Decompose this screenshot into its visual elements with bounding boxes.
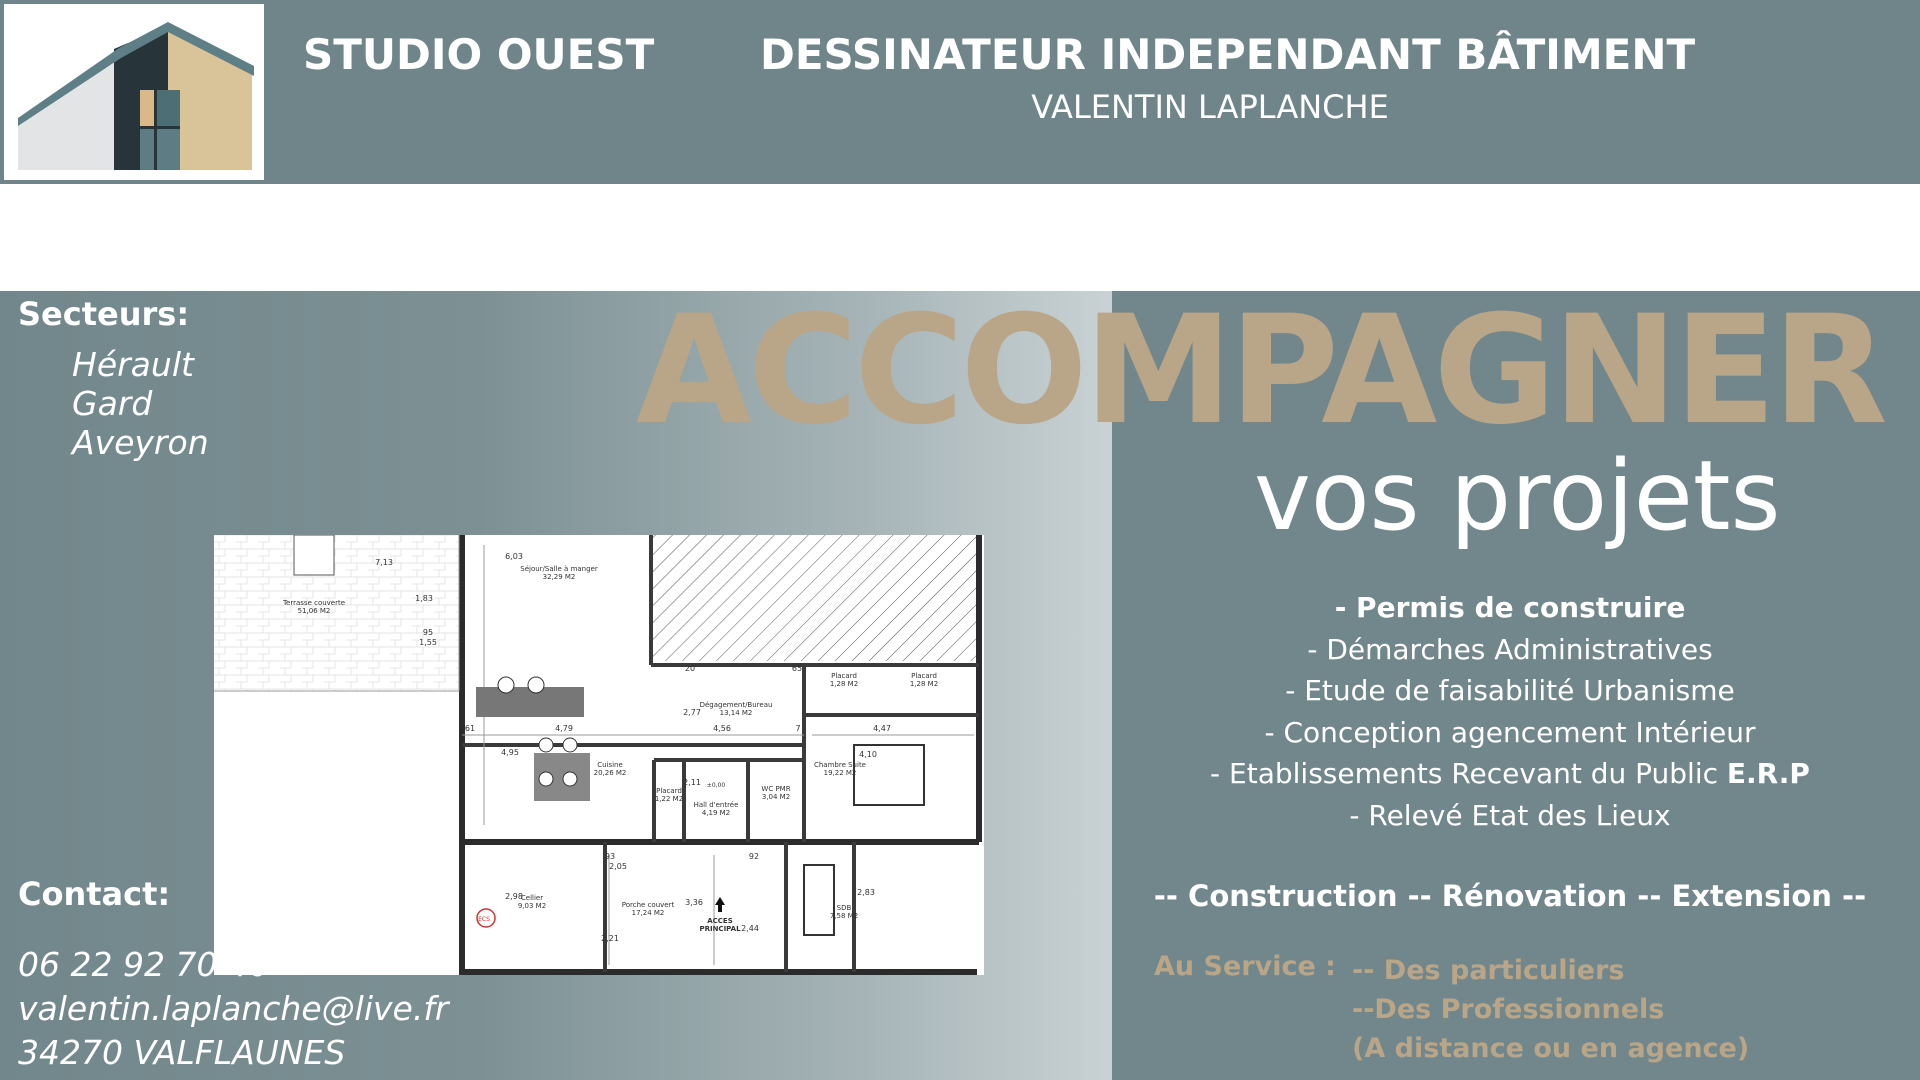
- room-area: 7,58 M2: [829, 912, 859, 920]
- room-area: 9,03 M2: [517, 902, 547, 910]
- room-label: WC PMR: [761, 785, 791, 793]
- service-item: - Conception agencement Intérieur: [1264, 715, 1756, 749]
- service-item-erp: [1150, 753, 1870, 795]
- brand-name: STUDIO OUEST: [303, 30, 655, 79]
- sector-item: Gard: [72, 384, 153, 423]
- service-item: - Permis de construire: [1334, 591, 1686, 624]
- logo: [4, 4, 264, 180]
- dimension-label: 4,56: [713, 724, 731, 733]
- dimension-label: 95: [422, 628, 434, 637]
- service-item-erp-text: - Etablissements Recevant du Public: [1210, 757, 1727, 790]
- contact-address: 34270 VALFLAUNES: [18, 1033, 346, 1072]
- room-label: Séjour/Salle à manger: [520, 565, 598, 573]
- dimension-label: 7: [795, 724, 801, 733]
- dimension-label: 1,55: [419, 638, 437, 647]
- room-label: Cellier: [520, 894, 544, 902]
- dimension-label: 2,44: [741, 924, 759, 933]
- sector-item: Hérault: [72, 345, 194, 384]
- dimension-label: 2,11: [683, 778, 701, 787]
- headline-sub: vos projets: [1254, 440, 1781, 552]
- sector-item: Aveyron: [72, 423, 209, 462]
- house-logo-icon: [4, 4, 264, 180]
- room-area: 17,24 M2: [631, 909, 665, 917]
- contact-title: Contact:: [18, 875, 171, 913]
- dimension-label: 4,47: [873, 724, 891, 733]
- person-name: VALENTIN LAPLANCHE: [1031, 88, 1389, 126]
- dimension-label: 20: [684, 664, 696, 673]
- main-panel: [0, 284, 1920, 1080]
- dimension-label: 6,03: [505, 552, 523, 561]
- room-label: 32,29 M2: [542, 573, 576, 581]
- dimension-label: 61: [464, 724, 476, 733]
- room-area: 3,04 M2: [761, 793, 791, 801]
- room-area: 1,28 M2: [909, 680, 939, 688]
- job-title: DESSINATEUR INDEPENDANT BÂTIMENT: [760, 30, 1696, 79]
- room-label: Placard: [656, 787, 682, 795]
- level-label: ±0,00: [706, 782, 726, 789]
- contact-list: [18, 943, 449, 1075]
- entry-label: PRINCIPAL: [699, 925, 741, 933]
- dimension-label: 2,98: [505, 892, 523, 901]
- audience-label: Au Service :: [1154, 951, 1336, 982]
- entry-label: ACCES: [707, 917, 733, 925]
- service-item: - Démarches Administratives: [1307, 632, 1713, 666]
- header-banner: [0, 0, 1920, 184]
- dimension-label: 65: [791, 664, 803, 673]
- dimension-label: 2,05: [609, 862, 627, 871]
- services-list: [1150, 587, 1870, 836]
- room-area: 1,22 M2: [654, 795, 684, 803]
- room-label: Cuisine: [597, 761, 623, 769]
- service-item: - Etude de faisabilité Urbanisme: [1285, 674, 1735, 707]
- hatched-area: [651, 535, 979, 661]
- dimension-label: 1,83: [415, 594, 433, 603]
- room-area: 20,26 M2: [593, 769, 627, 777]
- dimension-label: 93: [604, 852, 616, 861]
- audience-item: -- Des particuliers: [1352, 955, 1625, 986]
- room-area: 4,19 M2: [701, 809, 731, 817]
- contact-phone: 06 22 92 70 40: [18, 945, 270, 984]
- dimension-label: 4,10: [859, 750, 877, 759]
- dimension-label: 2,77: [683, 708, 701, 717]
- dimension-label: 4,79: [555, 724, 573, 733]
- service-item: - Relevé Etat des Lieux: [1349, 798, 1671, 832]
- room-label: SDB: [836, 904, 852, 912]
- dimension-label: 7,13: [375, 558, 393, 567]
- room-label: Placard: [911, 672, 937, 680]
- erp-acronym: E.R.P: [1726, 757, 1810, 790]
- terrace-area: [214, 535, 459, 691]
- bathtub: [804, 865, 834, 935]
- room-label: Placard: [831, 672, 857, 680]
- room-area: 13,14 M2: [719, 709, 753, 717]
- audience-item: --Des Professionnels: [1352, 994, 1665, 1025]
- dimension-label: 92: [748, 852, 760, 861]
- room-label: Chambre Suite: [813, 761, 867, 769]
- floor-plan-drawing: [214, 535, 984, 975]
- sectors-list: [72, 345, 209, 462]
- audience-item: (A distance ou en agence): [1352, 1033, 1750, 1064]
- room-label: Hall d'entrée: [693, 801, 739, 809]
- dimension-label: 3,36: [685, 898, 703, 907]
- project-types: -- Construction -- Rénovation -- Extension --: [1153, 879, 1867, 913]
- room-label: Dégagement/Bureau: [699, 701, 773, 709]
- room-label: Porche couvert: [621, 901, 675, 909]
- patio-table: [294, 535, 334, 575]
- room-area: 1,28 M2: [829, 680, 859, 688]
- audience-list: [1352, 951, 1749, 1068]
- ecs-label: ECS: [478, 916, 490, 923]
- contact-email: valentin.laplanche@live.fr: [18, 989, 449, 1028]
- kitchen-counter: [476, 687, 584, 717]
- sectors-title: Secteurs:: [18, 295, 190, 333]
- room-area: 51,06 M2: [297, 607, 331, 615]
- dimension-label: 4,95: [501, 748, 519, 757]
- room-area: 19,22 M2: [823, 769, 857, 777]
- dimension-label: 2,21: [601, 934, 619, 943]
- headline-big: ACCOMPAGNER: [636, 284, 1884, 458]
- dimension-label: 2,83: [857, 888, 875, 897]
- room-label: Terrasse couverte: [282, 599, 346, 607]
